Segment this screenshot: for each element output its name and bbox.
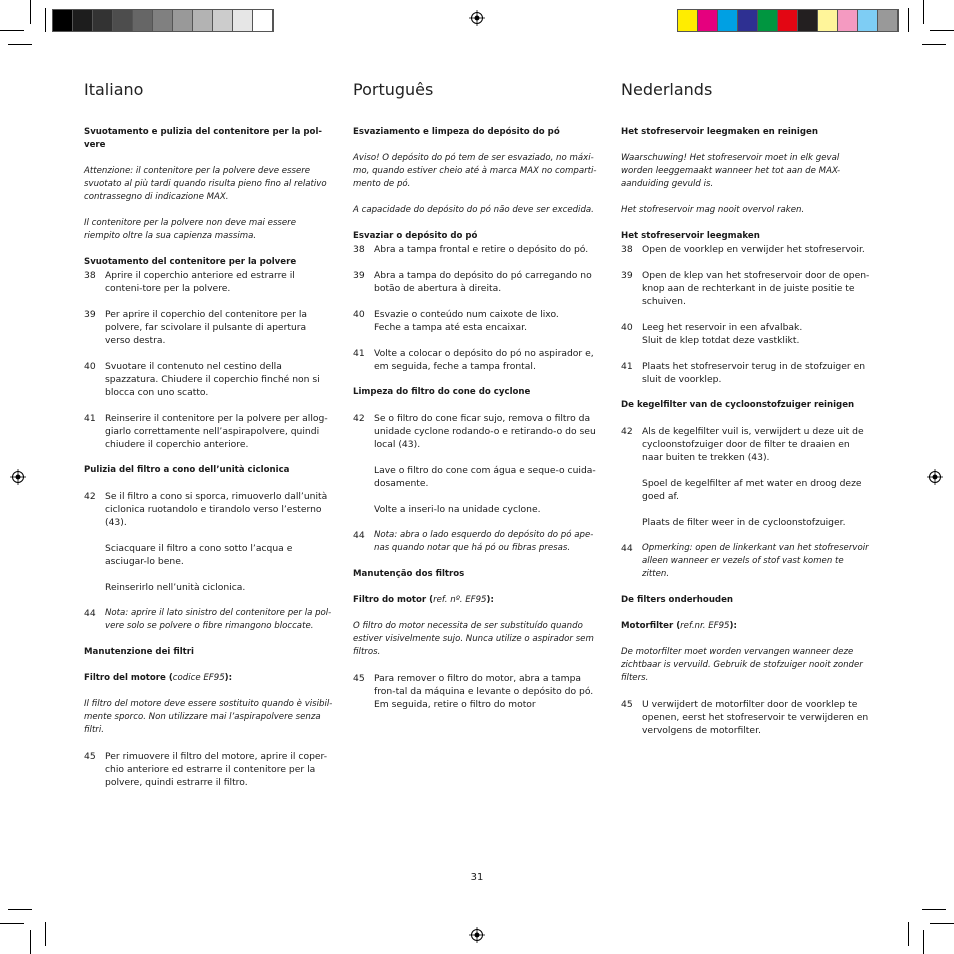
step-text: Svuotare il contenuto nel cestino della spazzatura. Chiudere il coperchio finché non si blocca con uno scatto. xyxy=(105,361,320,398)
subsection-title: Manutenção dos filtros xyxy=(353,569,465,579)
warning-text: Aviso! O depósito do pó tem de ser esvaziado, no máxi-mo, quando estiver cheio até à marca MAX no comparti-mento de pó. xyxy=(353,153,597,189)
step-item xyxy=(353,269,603,295)
note-text: Il contenitore per la polvere non deve mai essere riempito oltre la sua capienza massima. xyxy=(84,218,297,241)
color-swatch xyxy=(73,10,93,31)
color-swatch xyxy=(53,10,73,31)
grayscale-color-bar xyxy=(52,9,274,32)
step-number: 42 xyxy=(353,413,365,424)
step-item xyxy=(84,412,334,451)
color-swatch xyxy=(153,10,173,31)
color-swatch xyxy=(93,10,113,31)
step-text: Sluit de klep totdat deze vastklikt. xyxy=(642,335,800,346)
step-item xyxy=(621,321,871,347)
subsection-title: Het stofreservoir leegmaken en reinigen xyxy=(621,127,818,137)
step-item xyxy=(84,490,334,594)
step-item xyxy=(621,425,871,529)
crop-mark xyxy=(923,0,924,24)
subsection-title: Pulizia del filtro a cono dell’unità ciclonica xyxy=(84,465,290,475)
step-item xyxy=(84,750,334,789)
color-swatch xyxy=(878,10,898,31)
color-swatch xyxy=(758,10,778,31)
color-swatch xyxy=(113,10,133,31)
step-text: Per rimuovere il filtro del motore, aprire il coper-chio anteriore ed estrarre il contenitore per la polvere, quindi estrarre il filtro. xyxy=(105,751,328,788)
color-swatch xyxy=(778,10,798,31)
subsection-title: Het stofreservoir leegmaken xyxy=(621,231,760,241)
step-text: Se o filtro do cone ficar sujo, remova o filtro da unidade cyclone rodando-o e retirando-o do seu local (43). xyxy=(374,413,596,450)
step-text: Se il filtro a cono si sporca, rimuoverlo dall’unità ciclonica ruotandolo e tirandolo verso l’esterno (43). xyxy=(105,491,328,528)
registration-mark-icon xyxy=(927,469,943,485)
crop-mark xyxy=(30,0,31,24)
crop-mark xyxy=(8,44,32,45)
step-text: Open de voorklep en verwijder het stofreservoir. xyxy=(642,244,865,255)
step-text: Spoel de kegelfilter af met water en droog deze goed af. xyxy=(642,478,862,502)
step-text: Volte a inseri-lo na unidade cyclone. xyxy=(374,504,541,515)
step-number: 44 xyxy=(84,608,96,619)
step-item xyxy=(353,412,603,516)
step-item xyxy=(84,269,334,295)
color-swatch xyxy=(233,10,253,31)
registration-mark-icon xyxy=(10,469,26,485)
crop-mark xyxy=(45,8,46,32)
warning-text: Waarschuwing! Het stofreservoir moet in elk geval worden leeggemaakt wanneer het tot aan de MAX-aanduiding gevuld is. xyxy=(621,153,841,189)
step-item xyxy=(84,360,334,399)
step-number: 40 xyxy=(621,322,633,333)
note-text: A capacidade do depósito do pó não deve ser excedida. xyxy=(353,205,594,215)
step-text: Para remover o filtro do motor, abra a tampa fron-tal da máquina e levante o depósito do pó. Em seguida, retire o filtro do motor xyxy=(374,673,594,710)
crop-mark xyxy=(0,30,24,31)
color-swatch xyxy=(253,10,273,31)
step-text: Plaats de filter weer in de cycloonstofzuiger. xyxy=(642,517,846,528)
step-number: 42 xyxy=(621,426,633,437)
note-text: O filtro do motor necessita de ser substituído quando estiver visivelmente sujo. Nunca utilize o aspirador sem filtros. xyxy=(353,621,594,657)
step-text: Leeg het reservoir in een afvalbak. xyxy=(642,322,803,333)
step-item xyxy=(621,243,871,256)
crop-mark xyxy=(908,922,909,946)
step-item xyxy=(353,243,603,256)
section-heading: Português xyxy=(353,80,434,99)
step-text: Feche a tampa até esta encaixar. xyxy=(374,322,528,333)
subsection-title: Manutenzione dei filtri xyxy=(84,647,194,657)
step-text: Aprire il coperchio anteriore ed estrarre il conteni-tore per la polvere. xyxy=(105,270,295,294)
step-number: 41 xyxy=(353,348,365,359)
step-item xyxy=(84,607,334,633)
step-item xyxy=(84,308,334,347)
step-number: 39 xyxy=(353,270,365,281)
crop-mark xyxy=(922,44,946,45)
subsection-title: Svuotamento e pulizia del contenitore per la pol-vere xyxy=(84,127,322,150)
registration-mark-icon xyxy=(469,10,485,26)
step-number: 45 xyxy=(84,751,96,762)
subsection-title: Limpeza do filtro do cone do cyclone xyxy=(353,387,531,397)
step-number: 42 xyxy=(84,491,96,502)
section-heading: Italiano xyxy=(84,80,144,99)
registration-mark-icon xyxy=(469,927,485,943)
step-number: 40 xyxy=(353,309,365,320)
column-nederlands xyxy=(621,80,871,737)
crop-mark xyxy=(908,8,909,32)
step-item xyxy=(621,360,871,386)
step-text: Open de klep van het stofreservoir door de open-knop aan de rechterkant in de juiste positie te schuiven. xyxy=(642,270,870,307)
color-swatch xyxy=(678,10,698,31)
color-swatch xyxy=(738,10,758,31)
step-item xyxy=(621,269,871,308)
step-item xyxy=(353,672,603,711)
crop-mark xyxy=(0,923,24,924)
crop-mark xyxy=(923,930,924,954)
step-text: Reinserirlo nell’unità ciclonica. xyxy=(105,582,246,593)
color-swatch xyxy=(698,10,718,31)
step-number: 38 xyxy=(353,244,365,255)
step-number: 40 xyxy=(84,361,96,372)
note-text: De motorfilter moet worden vervangen wanneer deze zichtbaar is vervuild. Gebruik de stofzuiger nooit zonder filters. xyxy=(621,647,863,683)
step-number: 45 xyxy=(621,699,633,710)
step-text: Abra a tampa frontal e retire o depósito do pó. xyxy=(374,244,589,255)
step-text: Plaats het stofreservoir terug in de stofzuiger en sluit de voorklep. xyxy=(642,361,866,385)
crop-mark xyxy=(930,30,954,31)
subsection-title: Filtro do motor (ref. nº. EF95): xyxy=(353,595,494,605)
crop-mark xyxy=(922,909,946,910)
subsection-title: Esvaziamento e limpeza do depósito do pó xyxy=(353,127,560,137)
step-number: 44 xyxy=(353,530,365,541)
crop-mark xyxy=(930,923,954,924)
note-text: Het stofreservoir mag nooit overvol raken. xyxy=(621,205,805,215)
step-note: Opmerking: open de linkerkant van het stofreservoir alleen wanneer er vezels of stof vast komen te zitten. xyxy=(642,543,869,579)
step-text: Lave o filtro do cone com água e seque-o cuida-dosamente. xyxy=(374,465,596,489)
step-text: Per aprire il coperchio del contenitore per la polvere, far scivolare il pulsante di apertura verso destra. xyxy=(105,309,308,346)
step-text: Volte a colocar o depósito do pó no aspirador e, em seguida, feche a tampa frontal. xyxy=(374,348,594,372)
column-portugues xyxy=(353,80,603,711)
section-heading: Nederlands xyxy=(621,80,713,99)
subsection-title: Svuotamento del contenitore per la polvere xyxy=(84,257,297,267)
step-text: Esvazie o conteúdo num caixote de lixo. xyxy=(374,309,559,320)
color-swatch xyxy=(173,10,193,31)
subsection-title: De kegelfilter van de cycloonstofzuiger reinigen xyxy=(621,400,855,410)
step-number: 38 xyxy=(84,270,96,281)
step-item xyxy=(353,308,603,334)
step-number: 38 xyxy=(621,244,633,255)
color-swatch xyxy=(193,10,213,31)
color-swatch xyxy=(818,10,838,31)
step-number: 41 xyxy=(84,413,96,424)
crop-mark xyxy=(30,930,31,954)
color-swatch xyxy=(133,10,153,31)
subsection-title: Motorfilter (ref.nr. EF95): xyxy=(621,621,737,631)
step-number: 39 xyxy=(84,309,96,320)
step-text: Als de kegelfilter vuil is, verwijdert u deze uit de cycloonstofzuiger door de filter te draaien en naar buiten te trekken (43). xyxy=(642,426,864,463)
step-text: Sciacquare il filtro a cono sotto l’acqua e asciugar-lo bene. xyxy=(105,543,293,567)
color-swatch xyxy=(718,10,738,31)
step-number: 44 xyxy=(621,543,633,554)
subsection-title: Esvaziar o depósito do pó xyxy=(353,231,478,241)
subsection-title: Filtro del motore (codice EF95): xyxy=(84,673,233,683)
subsection-title: De filters onderhouden xyxy=(621,595,734,605)
step-item xyxy=(353,529,603,555)
crop-mark xyxy=(8,909,32,910)
step-number: 41 xyxy=(621,361,633,372)
step-text: U verwijdert de motorfilter door de voorklep te openen, eerst het stofreservoir te verwijderen en vervolgens de motorfilter. xyxy=(642,699,869,736)
step-number: 39 xyxy=(621,270,633,281)
step-note: Nota: abra o lado esquerdo do depósito do pó ape-nas quando notar que há pó ou fibras presas. xyxy=(374,530,594,553)
crop-mark xyxy=(45,922,46,946)
color-swatch xyxy=(798,10,818,31)
step-text: Reinserire il contenitore per la polvere per allog-giarlo correttamente nell’aspirapolvere, quindi chiudere il coperchio anteriore. xyxy=(105,413,328,450)
step-item xyxy=(621,698,871,737)
color-swatch xyxy=(858,10,878,31)
column-italiano xyxy=(84,80,334,789)
color-swatch xyxy=(213,10,233,31)
process-color-bar xyxy=(677,9,899,32)
warning-text: Attenzione: il contenitore per la polvere deve essere svuotato al più tardi quando risulta pieno fino al relativo contrassegno di indicazione MAX. xyxy=(84,166,327,202)
note-text: Il filtro del motore deve essere sostituito quando è visibil-mente sporco. Non utilizzare mai l’aspirapolvere senza filtri. xyxy=(84,699,333,735)
step-number: 45 xyxy=(353,673,365,684)
step-item xyxy=(621,542,871,581)
page-number: 31 xyxy=(470,872,484,883)
step-note: Nota: aprire il lato sinistro del contenitore per la pol-vere solo se polvere o fibre rimangono bloccate. xyxy=(105,608,332,631)
color-swatch xyxy=(838,10,858,31)
step-text: Abra a tampa do depósito do pó carregando no botão de abertura à direita. xyxy=(374,270,592,294)
step-item xyxy=(353,347,603,373)
